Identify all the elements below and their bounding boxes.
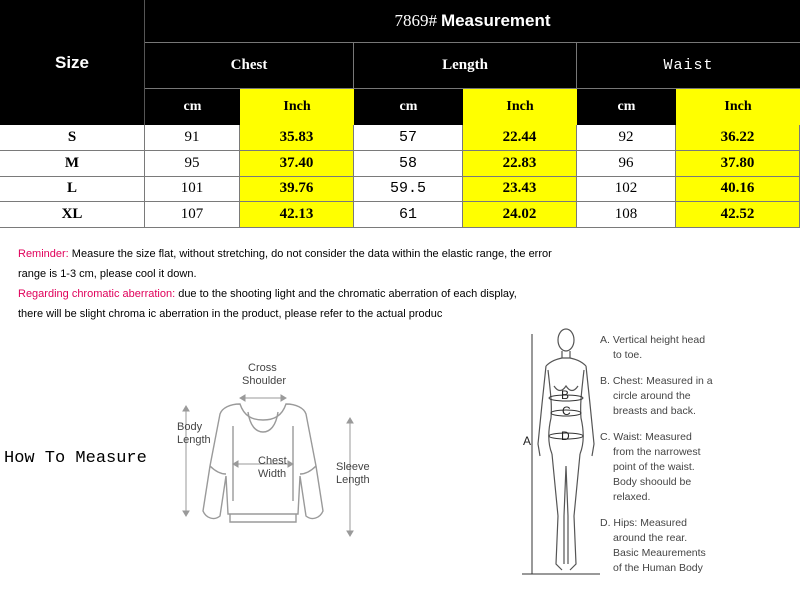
body-length-label-2: Length (177, 434, 211, 446)
legend-text: D. Hips: Measured (600, 517, 687, 529)
chest-cm-cell: 101 (145, 177, 240, 203)
cross-shoulder-label-2: Shoulder (242, 375, 287, 387)
size-cell: M (0, 151, 145, 177)
waist-inch-cell: 36.22 (676, 125, 800, 151)
legend-text: from the narrowest (613, 446, 701, 458)
marker-c: C (562, 404, 571, 418)
chest-inch-cell: 42.13 (240, 202, 354, 228)
chest-cm-cell: 107 (145, 202, 240, 228)
aberration-text-1: due to the shooting light and the chromatic aberration of each display, (175, 288, 517, 300)
legend-item-a (600, 333, 795, 363)
length-inch-cell: 23.43 (463, 177, 577, 203)
unit-header-length-inch (463, 89, 577, 125)
length-cm-cell: 57 (354, 125, 463, 151)
chest-cm-cell: 91 (145, 125, 240, 151)
unit-header-waist-inch (676, 89, 800, 125)
table-title (145, 0, 800, 43)
size-cell: L (0, 177, 145, 203)
waist-inch-cell: 37.80 (676, 151, 800, 177)
how-to-measure-label: How To Measure (4, 449, 147, 468)
unit-header-chest-inch (240, 89, 354, 125)
length-inch-cell: 24.02 (463, 202, 577, 228)
legend-text: of the Human Body (613, 562, 703, 574)
length-cm-cell: 58 (354, 151, 463, 177)
marker-b: B (561, 388, 570, 402)
unit-label: Inch (506, 99, 534, 114)
size-cell: XL (0, 202, 145, 228)
chest-cm-cell: 95 (145, 151, 240, 177)
unit-label: cm (183, 99, 202, 114)
chest-inch-cell: 39.76 (240, 177, 354, 203)
waist-cm-cell: 108 (577, 202, 676, 228)
reminder-line-1 (18, 244, 788, 264)
measurement-legend (600, 333, 795, 587)
size-header (0, 0, 145, 125)
unit-header-length-cm (354, 89, 463, 125)
reminder-line-2 (18, 264, 788, 284)
aberration-line-1 (18, 284, 788, 304)
legend-text: relaxed. (613, 491, 651, 503)
size-cell: S (0, 125, 145, 151)
group-header-waist (577, 43, 800, 89)
chest-width-label-1: Chest (258, 455, 287, 467)
aberration-text-2: there will be slight chroma ic aberration in the product, please refer to the actual produc (18, 308, 443, 320)
chest-inch-cell: 37.40 (240, 151, 354, 177)
unit-header-chest-cm (145, 89, 240, 125)
unit-label: Inch (283, 99, 311, 114)
marker-a: A (523, 434, 532, 448)
sleeve-length-label-2: Length (336, 474, 370, 486)
length-cm-cell: 59.5 (354, 177, 463, 203)
aberration-label: Regarding chromatic aberration: (18, 288, 176, 300)
legend-text: C. Waist: Measured (600, 431, 692, 443)
group-header-length (354, 43, 577, 89)
legend-text: A. Vertical height head (600, 334, 706, 346)
unit-label: Inch (724, 99, 752, 114)
length-inch-cell: 22.44 (463, 125, 577, 151)
reminder-label: Reminder: (18, 248, 69, 260)
group-header-chest (145, 43, 354, 89)
reminder-text-2: range is 1-3 cm, please cool it down. (18, 268, 197, 280)
legend-text: B. Chest: Measured in a (600, 375, 713, 387)
waist-cm-cell: 102 (577, 177, 676, 203)
size-table (0, 0, 800, 228)
cross-shoulder-label-1: Cross (248, 362, 277, 374)
legend-item-b (600, 374, 795, 419)
table-title-code: 7869# (394, 11, 437, 30)
unit-label: cm (617, 99, 636, 114)
group-label-waist: Waist (663, 57, 714, 74)
sleeve-length-label-1: Sleeve (336, 461, 370, 473)
aberration-line-2 (18, 304, 788, 324)
legend-item-d (600, 516, 795, 576)
length-cm-cell: 61 (354, 202, 463, 228)
waist-cm-cell: 96 (577, 151, 676, 177)
waist-cm-cell: 92 (577, 125, 676, 151)
body-figure-diagram (518, 326, 603, 584)
sweater-diagram (170, 356, 385, 541)
legend-text: Basic Meaurements (613, 547, 706, 559)
reminder-text-1: Measure the size flat, without stretching, do not consider the data within the elastic range, the error (68, 248, 552, 260)
group-label-length: Length (442, 57, 488, 73)
legend-text: around the rear. (613, 532, 688, 544)
waist-inch-cell: 40.16 (676, 177, 800, 203)
body-length-label-1: Body (177, 421, 203, 433)
length-inch-cell: 22.83 (463, 151, 577, 177)
chest-width-label-2: Width (258, 468, 287, 480)
legend-text: circle around the (613, 390, 691, 402)
marker-d: D (561, 429, 570, 443)
notes (18, 244, 788, 324)
legend-text: point of the waist. (613, 461, 695, 473)
group-label-chest: Chest (230, 57, 268, 73)
table-title-text: Measurement (440, 11, 551, 30)
legend-text: Body shoould be (613, 476, 692, 488)
unit-label: cm (399, 99, 418, 114)
legend-item-c (600, 430, 795, 505)
chest-inch-cell: 35.83 (240, 125, 354, 151)
legend-text: to toe. (613, 349, 643, 361)
waist-inch-cell: 42.52 (676, 202, 800, 228)
unit-header-waist-cm (577, 89, 676, 125)
size-header-label: Size (54, 52, 90, 72)
legend-text: breasts and back. (613, 405, 696, 417)
